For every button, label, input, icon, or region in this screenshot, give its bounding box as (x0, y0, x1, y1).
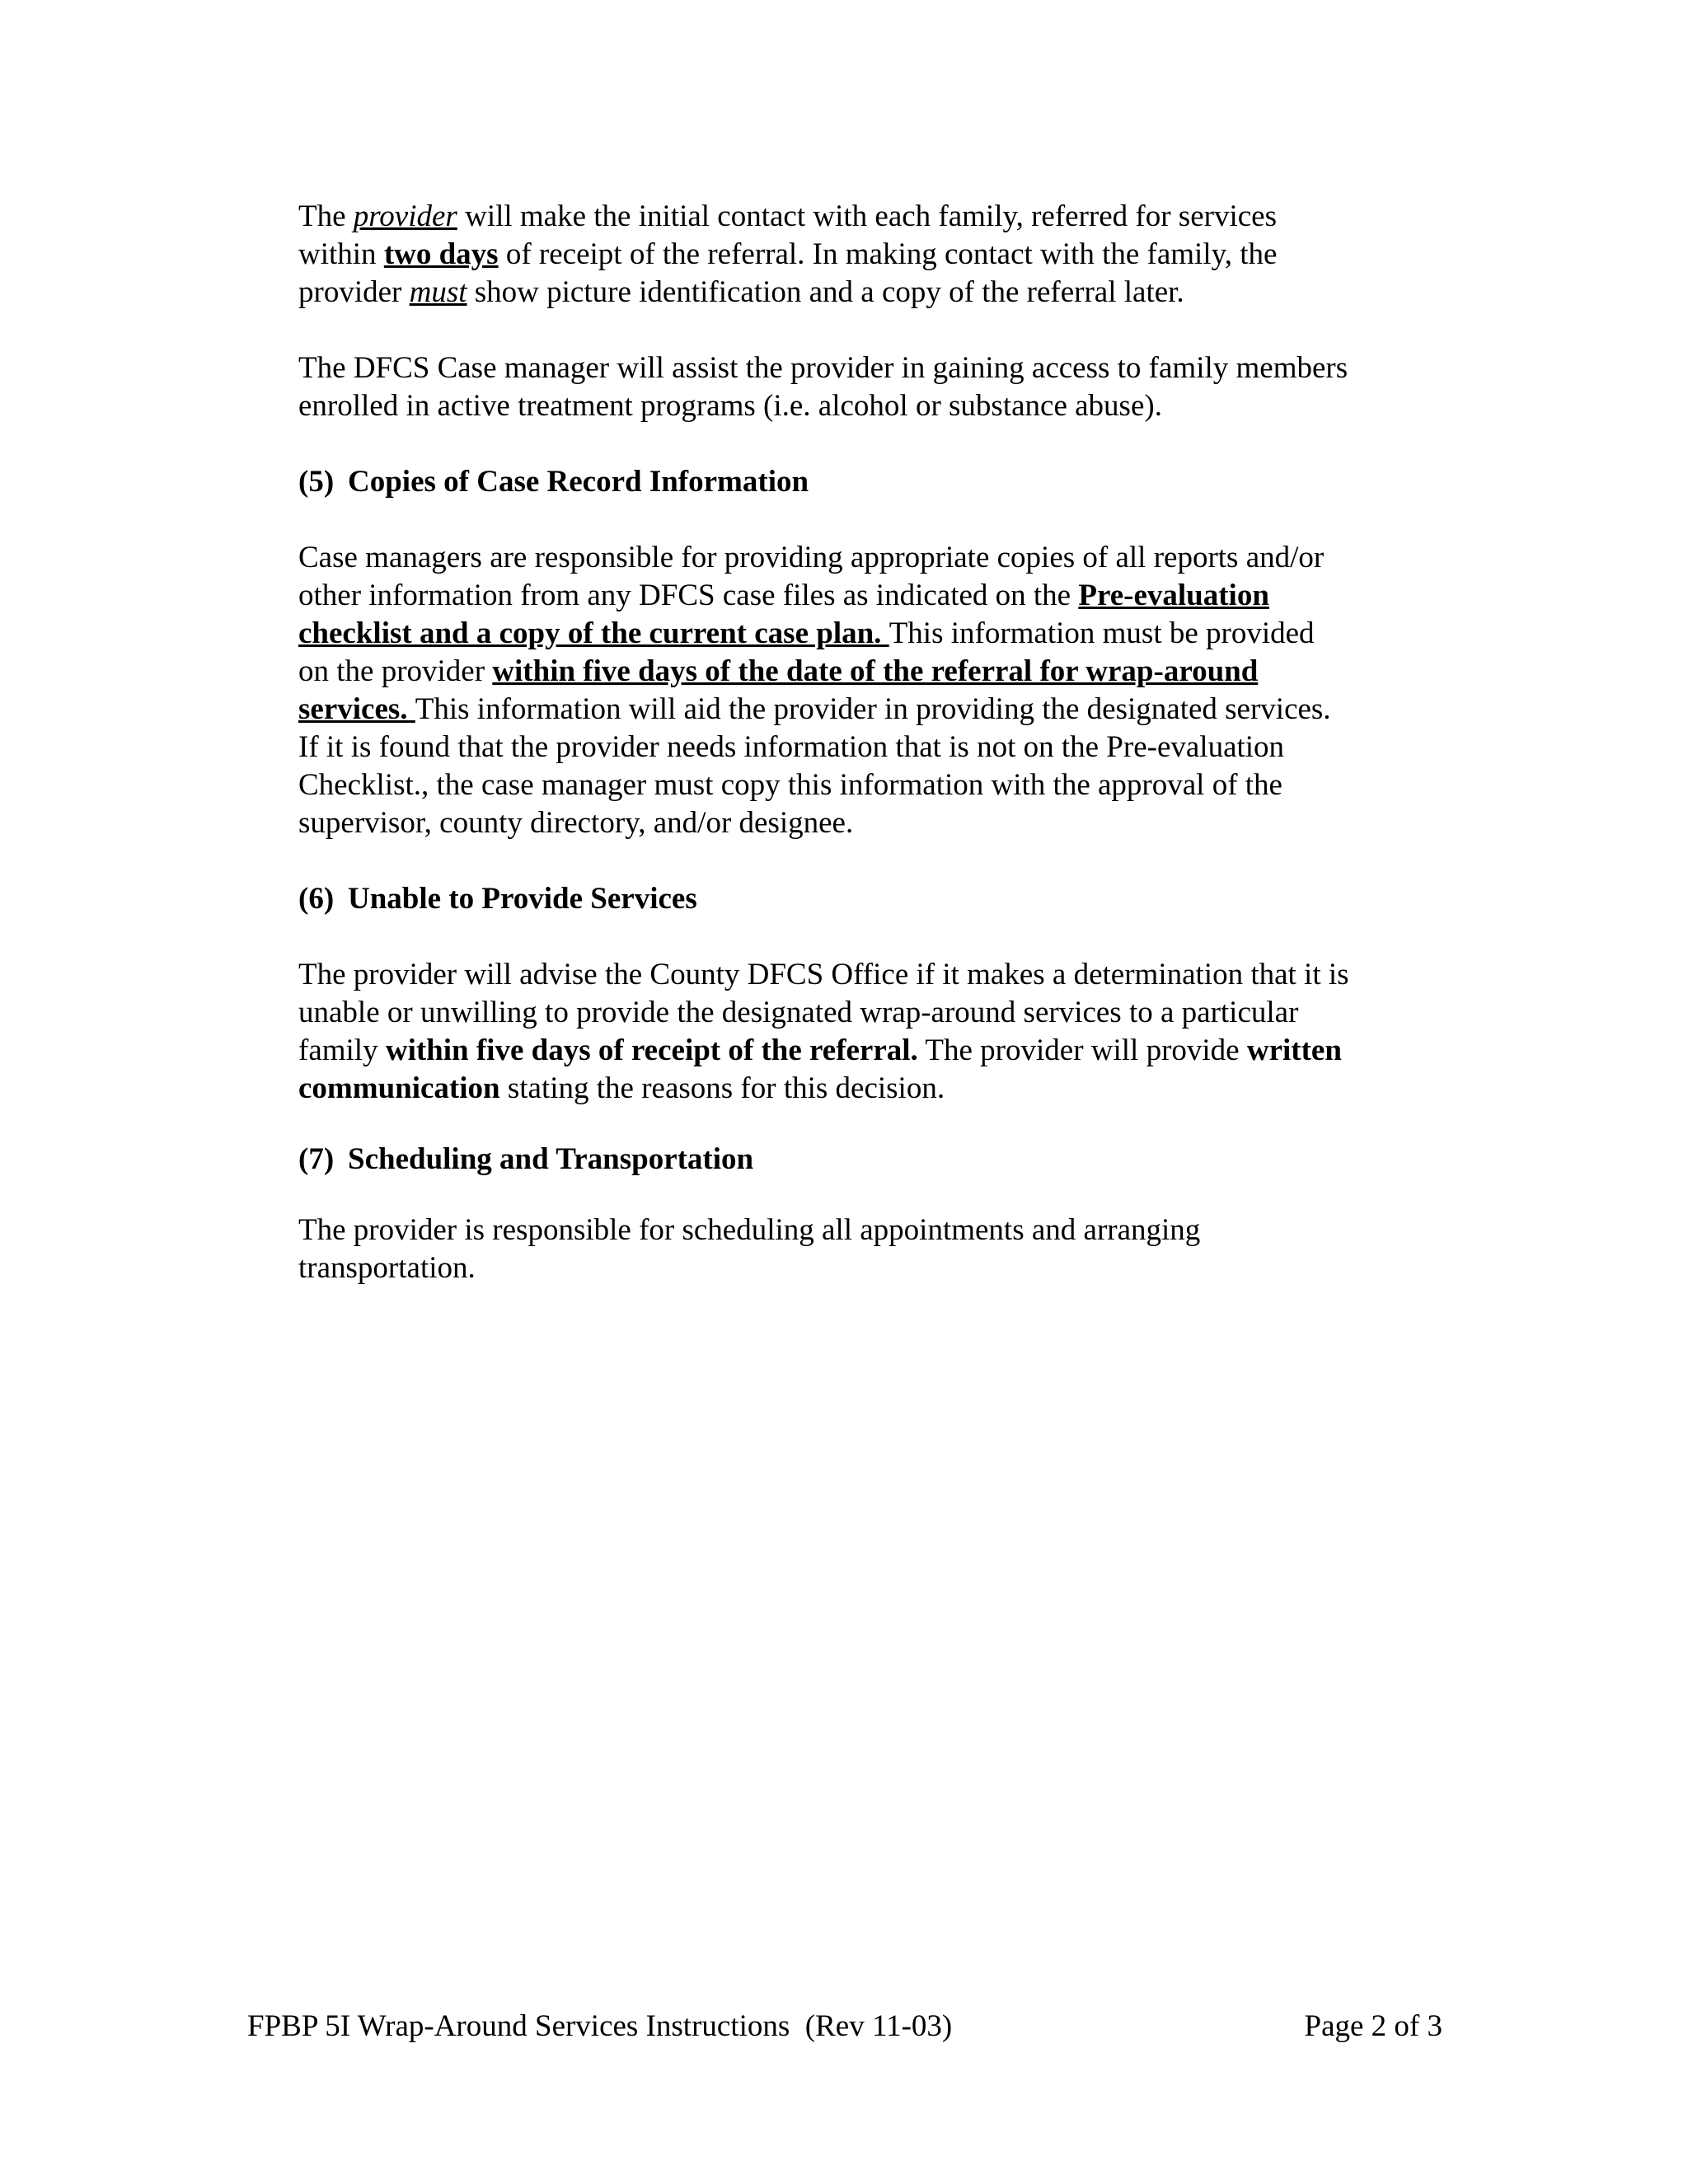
paragraph-case-record-copies (298, 539, 1452, 842)
text-line (298, 1032, 1452, 1070)
emphasis-must: must (409, 275, 467, 309)
emphasis-pre-evaluation: Pre-evaluation (1078, 579, 1269, 612)
text-line (298, 274, 1452, 312)
text-line (298, 691, 1452, 729)
text-line: supervisor, county directory, and/or designee. (298, 806, 854, 840)
section-title: Unable to Provide Services (348, 882, 697, 916)
text-run: will make the initial contact with each family, referred for services (457, 199, 1277, 233)
page-number: Page 2 of 3 (1304, 2009, 1442, 2043)
paragraph-scheduling (298, 1212, 1452, 1287)
text-line: The DFCS Case manager will assist the provider in gaining access to family members (298, 351, 1348, 385)
text-run: family (298, 1033, 386, 1067)
section-heading-6 (298, 880, 1452, 918)
emphasis-services: services. (298, 692, 415, 726)
paragraph-initial-contact (298, 198, 1452, 312)
paragraph-case-manager-access (298, 349, 1452, 425)
footer-document-id: FPBP 5I Wrap-Around Services Instructions (Rev 11-03) (247, 2009, 953, 2043)
text-run: stating the reasons for this decision. (499, 1071, 945, 1105)
text-line: unable or unwilling to provide the designated wrap-around services to a particular (298, 996, 1299, 1029)
section-number: (7) (298, 1142, 335, 1176)
text-line (298, 1070, 1452, 1108)
emphasis-five-days: within five days of the date of the referral for wrap-around (492, 654, 1259, 688)
text-run: other information from any DFCS case files as indicated on the (298, 579, 1079, 612)
text-run: This information must be provided (889, 616, 1315, 650)
emphasis-five-days-receipt: within five days of receipt of the referral. (385, 1033, 918, 1067)
emphasis-communication: communication (298, 1071, 500, 1105)
text-line: transportation. (298, 1251, 476, 1285)
text-run: show picture identification and a copy of the referral later. (467, 275, 1184, 309)
section-title: Copies of Case Record Information (348, 465, 809, 499)
text-line: The provider is responsible for scheduling all appointments and arranging (298, 1213, 1201, 1247)
emphasis-checklist: checklist and a copy of the current case plan. (298, 616, 889, 650)
text-line (298, 236, 1452, 274)
paragraph-unable-to-provide (298, 956, 1452, 1108)
text-line (298, 577, 1452, 615)
emphasis-provider: provider (353, 199, 457, 233)
text-run: of receipt of the referral. In making contact with the family, the (498, 237, 1278, 271)
text-run: provider (298, 275, 410, 309)
section-heading-5 (298, 463, 1452, 501)
section-title: Scheduling and Transportation (348, 1142, 754, 1176)
text-run: The (298, 199, 354, 233)
text-line (298, 198, 1452, 236)
document-body (298, 198, 1452, 1287)
text-run: The provider will provide (917, 1033, 1247, 1067)
section-heading-7 (298, 1141, 1452, 1179)
text-line: The provider will advise the County DFCS Office if it makes a determination that it is (298, 958, 1349, 991)
section-number: (6) (298, 882, 335, 916)
emphasis-two-days: two days (383, 237, 499, 271)
text-run: This information will aid the provider in providing the designated services. (415, 692, 1331, 726)
text-run: within (298, 237, 384, 271)
text-line: Case managers are responsible for providing appropriate copies of all reports and/or (298, 541, 1325, 574)
text-line (298, 615, 1452, 653)
text-line: If it is found that the provider needs information that is not on the Pre-evaluation (298, 730, 1285, 764)
text-line: Checklist., the case manager must copy this information with the approval of the (298, 768, 1282, 802)
text-run: on the provider (298, 654, 493, 688)
text-line (298, 653, 1452, 691)
emphasis-written: written (1246, 1033, 1342, 1067)
section-number: (5) (298, 465, 335, 499)
text-line: enrolled in active treatment programs (i.e. alcohol or substance abuse). (298, 389, 1162, 423)
